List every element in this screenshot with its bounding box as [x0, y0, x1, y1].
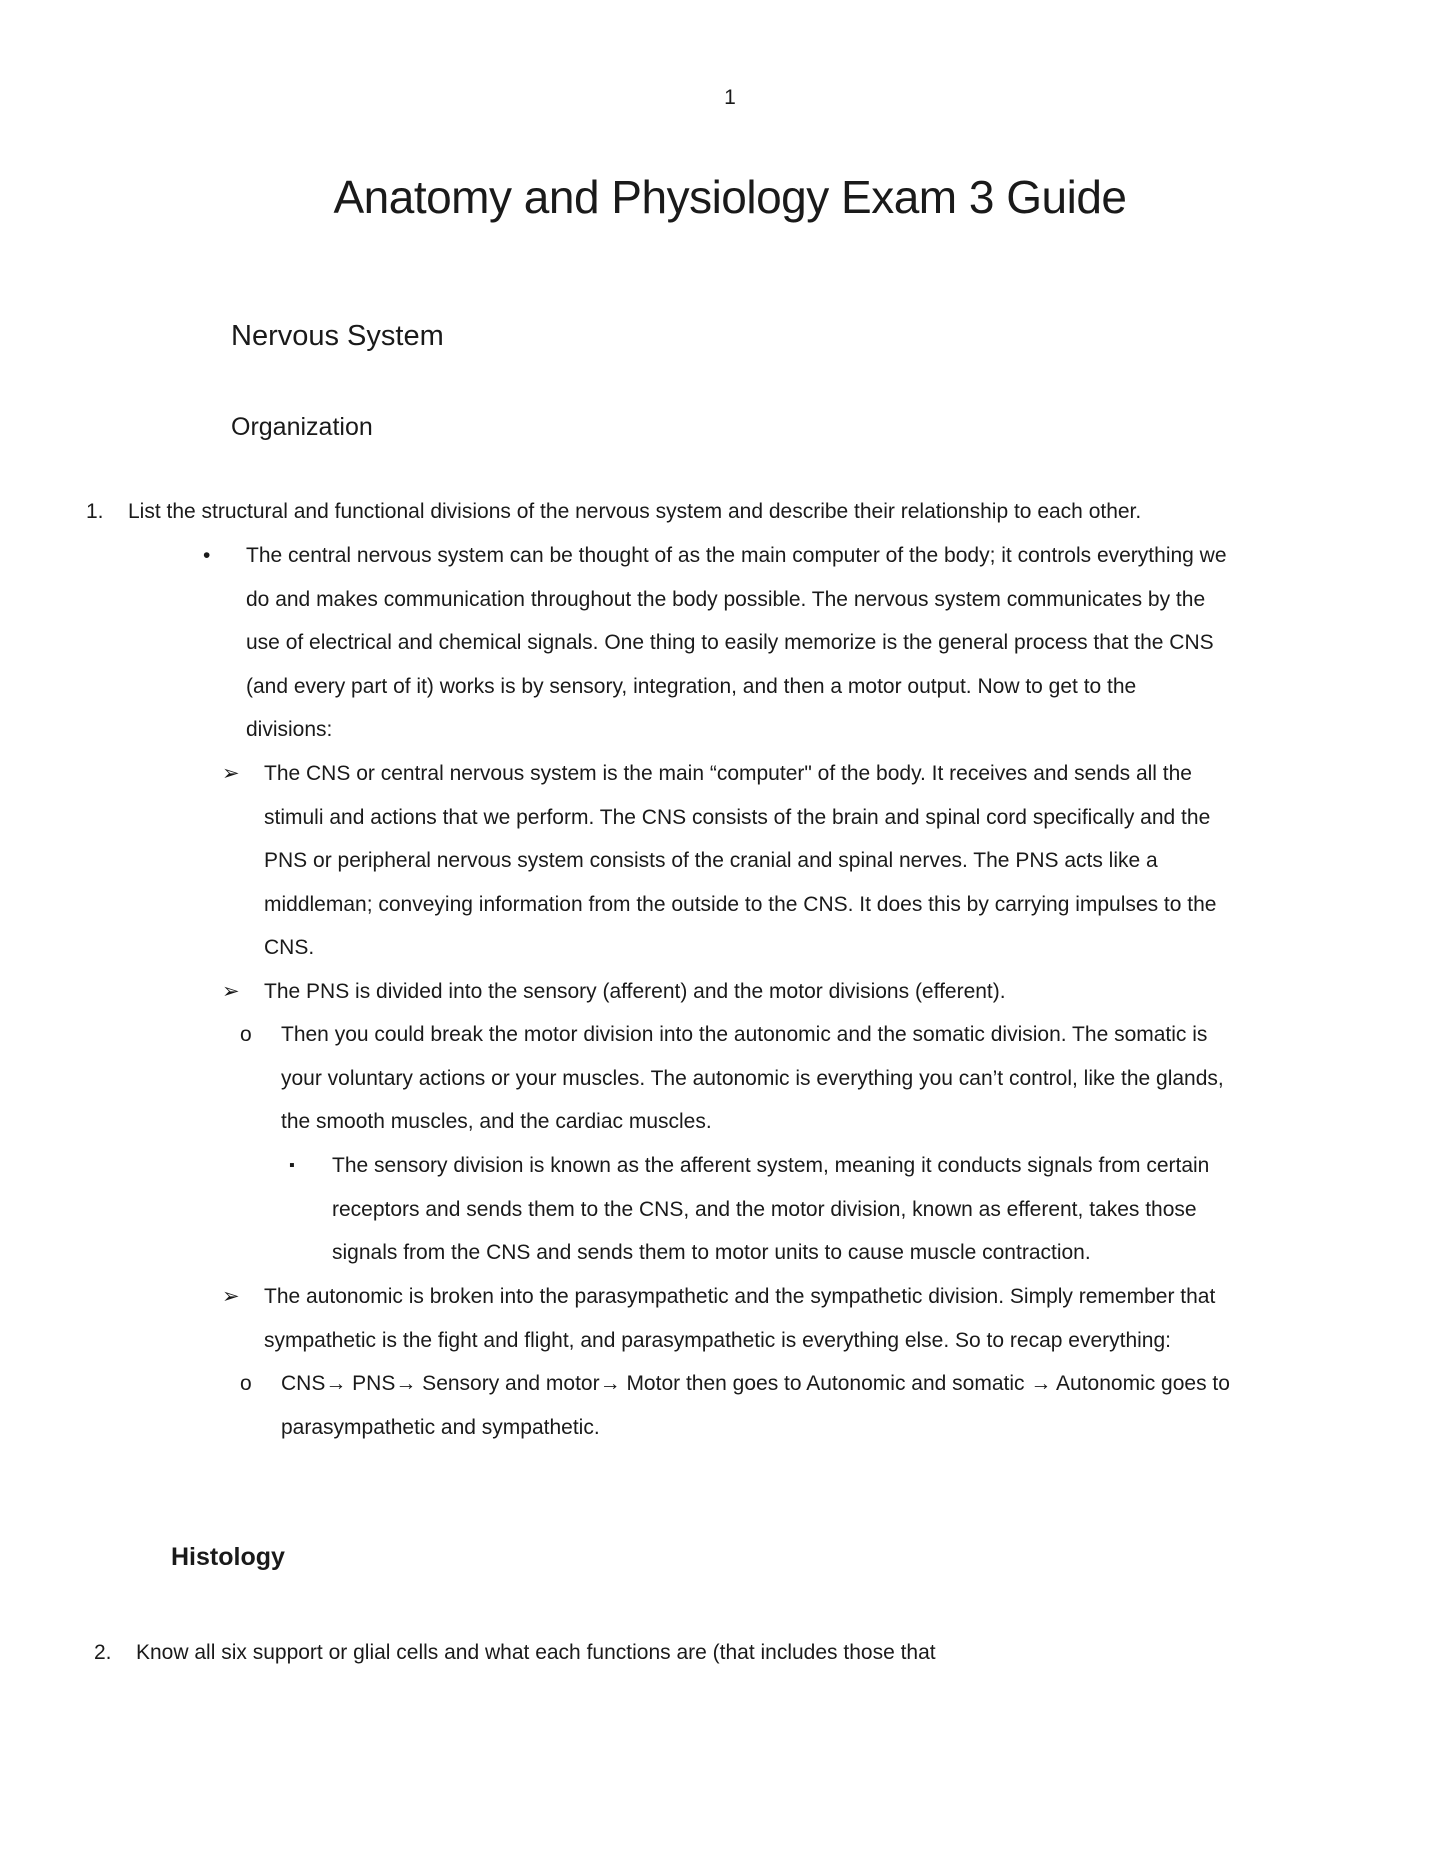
document-title: Anatomy and Physiology Exam 3 Guide — [333, 171, 1127, 223]
histology-heading: Histology — [171, 1543, 285, 1571]
arrow-bullet-icon: ➢ — [222, 762, 240, 785]
circle-bullet-icon: o — [240, 1023, 252, 1046]
square-bullet-icon: ▪ — [289, 1157, 295, 1174]
circle-bullet-icon: o — [240, 1372, 252, 1395]
text-line: The sensory division is known as the afferent system, meaning it conducts signals from certain — [332, 1154, 1210, 1177]
text-line: stimuli and actions that we perform. The CNS consists of the brain and spinal cord specifically and the — [264, 805, 1211, 829]
text-line: PNS or peripheral nervous system consists of the cranial and spinal nerves. The PNS acts like a — [264, 849, 1158, 872]
subsection-heading: Organization — [231, 413, 373, 441]
text-line: the smooth muscles, and the cardiac muscles. — [281, 1110, 712, 1133]
text-line: sympathetic is the fight and flight, and parasympathetic is everything else. So to recap everything: — [264, 1328, 1171, 1352]
text-line: The autonomic is broken into the parasympathetic and the sympathetic division. Simply remember that — [264, 1285, 1216, 1308]
list-item-text — [264, 970, 1006, 1014]
list-item-text — [246, 534, 1227, 752]
text-line: The CNS or central nervous system is the main “computer" of the body. It receives and sends all the — [264, 762, 1192, 785]
text-line: your voluntary actions or your muscles. The autonomic is everything you can’t control, like the glands, — [281, 1066, 1224, 1090]
question-number: 2. — [94, 1641, 112, 1664]
arrow-bullet-icon: ➢ — [222, 1285, 240, 1308]
list-item-text — [281, 1362, 1230, 1449]
question-text: List the structural and functional divisions of the nervous system and describe their relationship to each other. — [128, 500, 1142, 523]
question-number: 1. — [86, 500, 104, 523]
text-line: The central nervous system can be thought of as the main computer of the body; it controls everything we — [246, 544, 1227, 567]
text-line: CNS→ PNS→ Sensory and motor→ Motor then goes to Autonomic and somatic → Autonomic goes to — [281, 1372, 1230, 1395]
text-line: do and makes communication throughout the body possible. The nervous system communicates by the — [246, 587, 1206, 611]
list-item-text — [264, 1275, 1215, 1362]
text-line: receptors and sends them to the CNS, and the motor division, known as efferent, takes those — [332, 1197, 1197, 1221]
text-line: Then you could break the motor division into the autonomic and the somatic division. The somatic is — [281, 1023, 1208, 1046]
text-line: parasympathetic and sympathetic. — [281, 1415, 600, 1439]
text-line: middleman; conveying information from the outside to the CNS. It does this by carrying impulses to the — [264, 892, 1217, 916]
bullet-icon: • — [203, 544, 211, 567]
section-heading: Nervous System — [231, 320, 444, 352]
text-line: divisions: — [246, 718, 333, 741]
list-item-text — [281, 1013, 1224, 1144]
question-text: Know all six support or glial cells and what each functions are (that includes those that — [136, 1641, 936, 1664]
text-line: signals from the CNS and sends them to motor units to cause muscle contraction. — [332, 1241, 1091, 1264]
text-line: CNS. — [264, 936, 315, 959]
list-item-text — [264, 752, 1216, 970]
arrow-bullet-icon: ➢ — [222, 980, 240, 1003]
text-line: (and every part of it) works is by sensory, integration, and then a motor output. Now to get to the — [246, 674, 1137, 698]
list-item-text — [332, 1144, 1209, 1275]
text-line: use of electrical and chemical signals. One thing to easily memorize is the general process that the CNS — [246, 631, 1214, 654]
text-line: The PNS is divided into the sensory (afferent) and the motor divisions (efferent). — [264, 980, 1006, 1003]
page-number: 1 — [724, 86, 736, 109]
